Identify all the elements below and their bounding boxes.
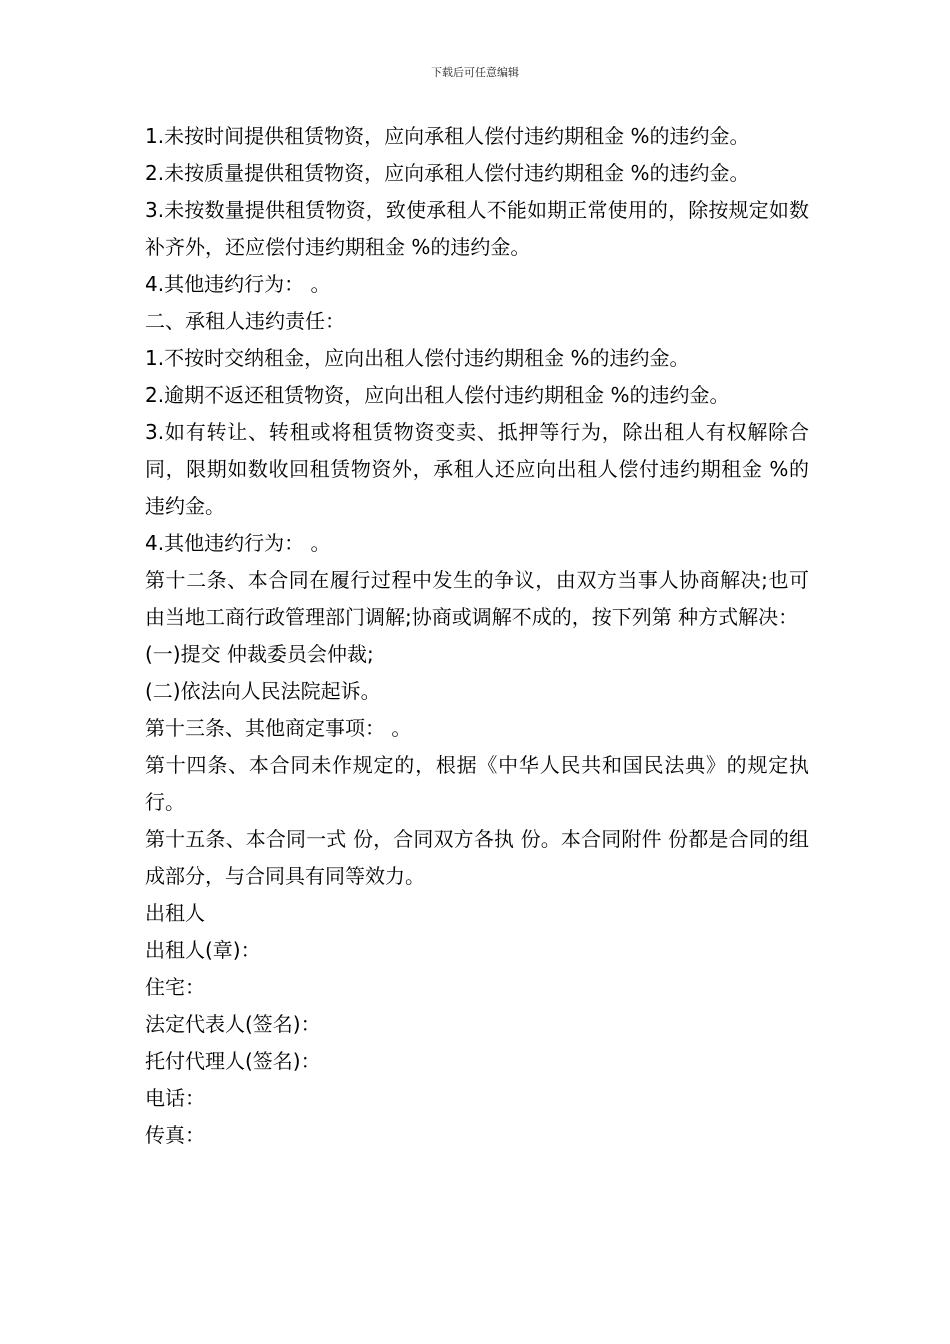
clause-lessor-other: 4.其他违约行为： 。 xyxy=(145,272,331,296)
dispute-option-arbitration: (一)提交 仲裁委员会仲裁; xyxy=(145,642,374,666)
article-12-dispute: 第十二条、本合同在履行过程中发生的争议，由双方当事人协商解决;也可由当地工商行政管理部门调解;协商或调解不成的，按下列第 种方式解决： xyxy=(145,568,809,629)
clause-lessor-quantity: 3.未按数量提供租赁物资，致使承租人不能如期正常使用的，除按规定如数补齐外，还应偿付违约期租金 %的违约金。 xyxy=(145,198,809,259)
signature-legal-representative: 法定代表人(签名)： xyxy=(145,1012,321,1036)
page-header: 下载后可任意编辑 xyxy=(431,66,519,79)
clause-lessee-other: 4.其他违约行为： 。 xyxy=(145,531,331,555)
dispute-option-court: (二)依法向人民法院起诉。 xyxy=(145,679,381,703)
signature-agent: 托付代理人(签名)： xyxy=(145,1049,321,1073)
article-13-other-matters: 第十三条、其他商定事项： 。 xyxy=(145,716,412,740)
signature-lessor-seal: 出租人(章)： xyxy=(145,938,261,962)
clause-lessee-return: 2.逾期不返还租赁物资，应向出租人偿付违约期租金 %的违约金。 xyxy=(145,383,730,407)
article-14-civil-code: 第十四条、本合同未作规定的，根据《中华人民共和国民法典》的规定执行。 xyxy=(145,753,809,814)
clause-lessor-quality: 2.未按质量提供租赁物资，应向承租人偿付违约期租金 %的违约金。 xyxy=(145,161,750,185)
clause-lessee-transfer: 3.如有转让、转租或将租赁物资变卖、抵押等行为，除出租人有权解除合同，限期如数收回租赁物资外，承租人还应向出租人偿付违约期租金 %的违约金。 xyxy=(145,420,809,518)
section-heading-lessee-liability: 二、承租人违约责任： xyxy=(145,309,345,333)
clause-lessor-time: 1.未按时间提供租赁物资，应向承租人偿付违约期租金 %的违约金。 xyxy=(145,124,750,148)
article-15-copies: 第十五条、本合同一式 份，合同双方各执 份。本合同附件 份都是合同的组成部分，与合同具有同等效力。 xyxy=(145,827,809,888)
signature-fax: 传真： xyxy=(145,1123,205,1147)
signature-phone: 电话： xyxy=(145,1086,205,1110)
signature-lessor-title: 出租人 xyxy=(145,901,205,925)
signature-address: 住宅： xyxy=(145,975,205,999)
clause-lessee-rent: 1.不按时交纳租金，应向出租人偿付违约期租金 %的违约金。 xyxy=(145,346,690,370)
document-body xyxy=(145,118,809,1154)
